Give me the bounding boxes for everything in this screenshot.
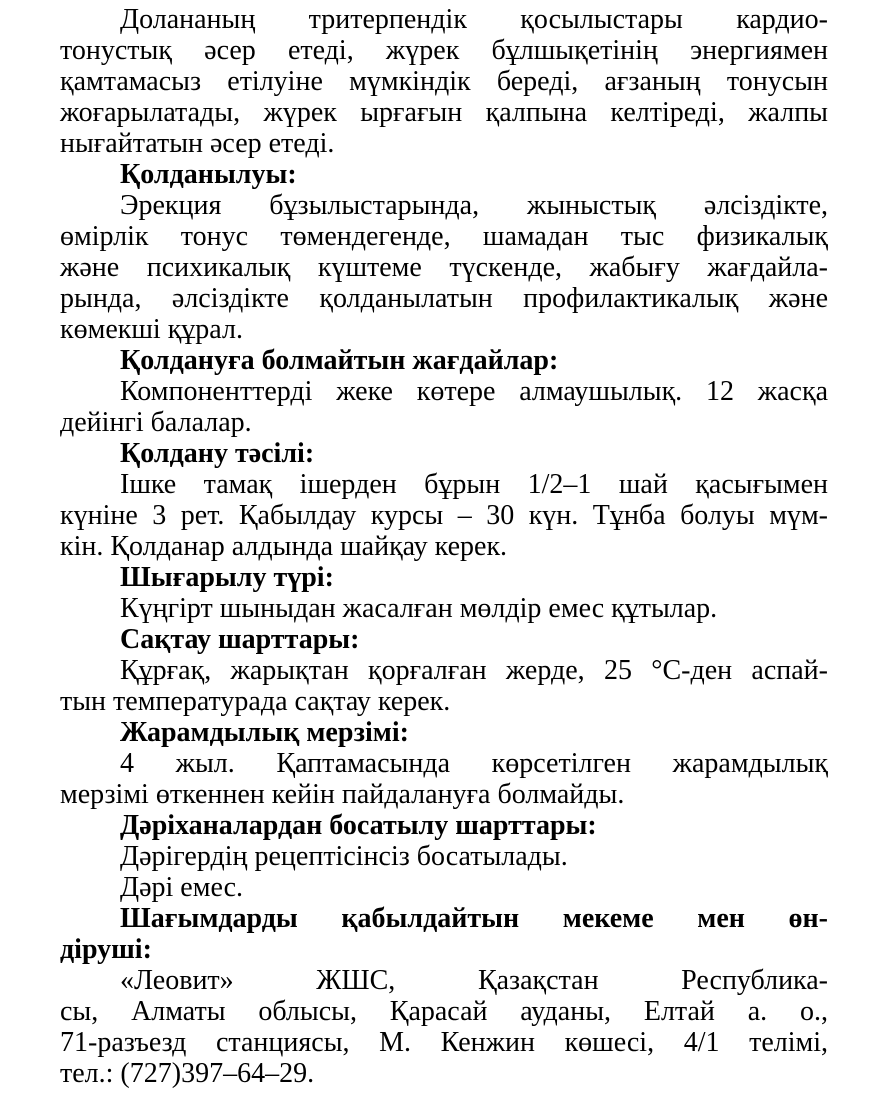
method-heading: Қолдану тәсілі: [120, 438, 315, 469]
storage-line-1: Құрғақ, жарықтан қорғалған жерде, 25 °С-ден аспай- [120, 655, 828, 686]
usage-line-3: және психикалық күштеме түскенде, жабығу жағдайла- [60, 252, 828, 283]
intro-line-1: Долананың тритерпендік қосылыстары кардио- [120, 4, 828, 35]
intro-line-2: тонустық әсер етеді, жүрек бұлшықетінің энергиямен [60, 35, 828, 66]
form-line-1: Күңгірт шыныдан жасалған мөлдір емес құтылар. [120, 593, 718, 624]
pharmacy-line-2: Дәрі емес. [120, 872, 244, 903]
usage-heading: Қолданылуы: [120, 159, 297, 190]
claims-heading-line-1: Шағымдарды қабылдайтын мекеме мен өн- [120, 903, 828, 934]
intro-line-5: нығайтатын әсер етеді. [60, 128, 335, 159]
contraindications-heading: Қолдануға болмайтын жағдайлар: [120, 345, 559, 376]
claims-line-2: сы, Алматы облысы, Қарасай ауданы, Елтай а. о., [60, 996, 828, 1027]
storage-line-2: тын температурада сақтау керек. [60, 686, 451, 717]
contraindications-line-1: Компоненттерді жеке көтере алмаушылық. 12 жасқа [120, 376, 828, 407]
intro-line-4: жоғарылатады, жүрек ырғағын қалпына келтіреді, жалпы [60, 97, 828, 128]
usage-line-2: өмірлік тонус төмендегенде, шамадан тыс физикалық [60, 221, 828, 252]
claims-line-3: 71-разъезд станциясы, М. Кенжин көшесі, 4/1 телімі, [60, 1027, 828, 1058]
usage-line-5: көмекші құрал. [60, 314, 243, 345]
storage-heading: Сақтау шарттары: [120, 624, 360, 655]
usage-line-4: рында, әлсіздікте қолданылатын профилактикалық және [60, 283, 828, 314]
method-line-1: Ішке тамақ ішерден бұрын 1/2–1 шай қасығымен [120, 469, 828, 500]
claims-heading-line-2: діруші: [60, 934, 152, 965]
contraindications-line-2: дейінгі балалар. [60, 407, 252, 438]
shelf-life-line-1: 4 жыл. Қаптамасында көрсетілген жарамдылық [120, 748, 828, 779]
claims-line-4: тел.: (727)397–64–29. [60, 1058, 315, 1089]
method-line-2: күніне 3 рет. Қабылдау курсы – 30 күн. Тұнба болуы мүм- [60, 500, 828, 531]
usage-line-1: Эрекция бұзылыстарында, жыныстық әлсіздікте, [120, 190, 828, 221]
shelf-life-heading: Жарамдылық мерзімі: [120, 717, 409, 748]
pharmacy-line-1: Дәрігердің рецептісінсіз босатылады. [120, 841, 568, 872]
intro-line-3: қамтамасыз етілуіне мүмкіндік береді, ағзаның тонусын [60, 66, 828, 97]
pharmacy-heading: Дәріханалардан босатылу шарттары: [120, 810, 597, 841]
shelf-life-line-2: мерзімі өткеннен кейін пайдалануға болмайды. [60, 779, 625, 810]
form-heading: Шығарылу түрі: [120, 562, 334, 593]
claims-line-1: «Леовит» ЖШС, Қазақстан Республика- [120, 965, 828, 996]
method-line-3: кін. Қолданар алдында шайқау керек. [60, 531, 508, 562]
